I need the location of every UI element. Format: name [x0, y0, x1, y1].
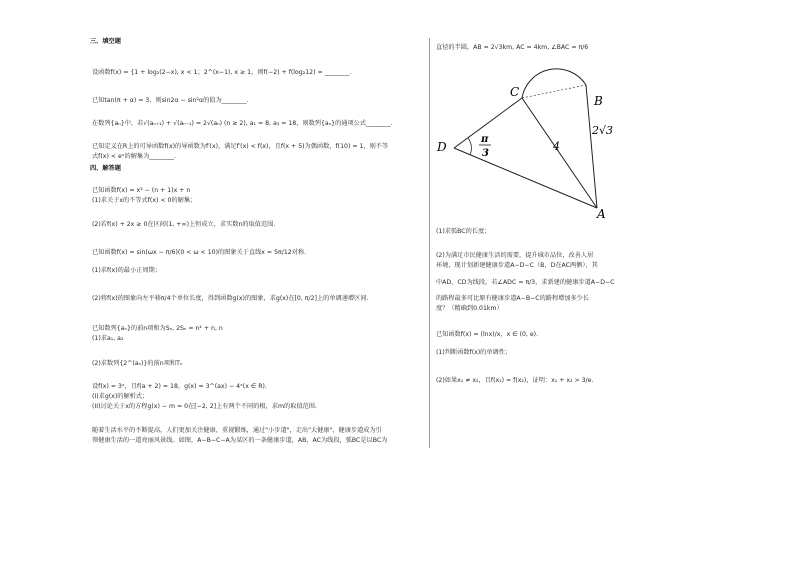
column-divider [429, 38, 430, 448]
left-column-line: 已知函数f(x) = x² − (n + 1)x + n [92, 187, 191, 194]
left-column-line: (1)求关于x的不等式f(x) < 0的解集； [92, 197, 197, 204]
left-column-line: (1)求a₁, a₂ [92, 335, 124, 342]
section-title-fill-in: 三、填空题 [90, 38, 121, 45]
right-column-line: (2)如果x₁ ≠ x₂，且f(x₁) = f(x₂)，证明：x₁ + x₂ > 3/e. [436, 377, 594, 384]
left-column-line: 已知数列{aₙ}的前n项和为Sₙ, 2Sₙ = n² + n, n [92, 325, 223, 332]
left-column-line: 设f(x) = 3ˣ，且f(a + 2) = 18，g(x) = 3^(ax) − 4ˣ(x ∈ R). [92, 383, 267, 390]
angle-arc-d [468, 138, 471, 155]
right-column-line: 已知函数f(x) = (lnx)/x，x ∈ (0, e). [436, 331, 539, 338]
right-column-line: 度？（精确到0.01km） [436, 305, 503, 312]
right-column-line: 中AD，CD为线段，若∠ADC = π/3，求新建的健康步道A−D−C [436, 279, 615, 286]
right-column-line: (1)求弧BC的长度； [436, 228, 491, 235]
right-column-line: 直径的半圆，AB = 2√3km, AC = 4km, ∠BAC = π/6 [436, 44, 589, 51]
left-column-line: 设函数f(x) = {1 + log₂(2−x), x < 1；2^(x−1), x ≥ 1，则f(−2) + f(log₂12) = ________. [92, 69, 352, 76]
left-column-line: 已知函数f(x) = sin(ωx − π/6)(0 < ω < 10)的图象关于直线x = 5π/12对称. [92, 249, 307, 256]
left-column-line: (2)若f(x) + 2x ≥ 0在区间(1, +∞)上恒成立，求实数n的取值范围. [92, 221, 276, 228]
left-column-line: 领健康生活的一道亮丽风景线。如图，A−B−C−A为某区的一条健康步道，AB、AC为线段，弧BC是以BC为 [92, 437, 388, 444]
segment-bc [522, 85, 586, 98]
left-column-line: (1)求f(x)的最小正周期； [92, 267, 161, 274]
segment-da [454, 148, 597, 208]
left-column-line: 随着生活水平的不断提高，人们更加关注健康，重视锻炼，通过"小步道"，走出"大健康"，健康步道成为引 [92, 427, 382, 434]
left-column-line: 已知定义在R上的可导函数f(x)的导函数为f′(x)，满足f′(x) < f(x)，且f(x + 5)为偶函数，f(10) = 1，则不等 [92, 143, 389, 150]
left-column-line: 式f(x) < eˣ的解集为________. [92, 153, 176, 160]
left-column-line: 已知tan(π + α) = 3，则sin2α − sin²α的值为________. [92, 97, 249, 104]
right-column-line: (2)为满足市民健康生活的需要，提升城市品位，改善人居 [436, 252, 594, 259]
left-column-line: (2)求数列{2^(aₙ)}的前n项和Tₙ [92, 360, 183, 367]
left-column-line: (II)讨论关于x的方程g(x) − m = 0在[−2, 2]上有两个不同的根，求m的取值范围. [92, 403, 317, 410]
geometry-figure [432, 58, 618, 224]
label-c: C [510, 85, 520, 99]
left-column-line: 在数列{aₙ}中，若√(aₙ₊₁) + √(aₙ₋₁) = 2√(aₙ) (n ≥ 2), a₁ = 8, a₃ = 18，则数列{aₙ}的通项公式________. [92, 120, 393, 127]
label-b: B [594, 94, 603, 108]
left-column-line: 四、解答题 [90, 165, 121, 172]
right-column-line: (1)判断函数f(x)的单调性； [436, 349, 512, 356]
label-a: A [597, 207, 606, 221]
left-column-line: (2)将f(x)的图象向左平移π/4个单位长度，得到函数g(x)的图象，求g(x)在[0, π/2]上的单调递增区间. [92, 295, 369, 302]
length-ab: 2√3 [592, 124, 614, 137]
label-d: D [437, 140, 447, 154]
right-column-line: 的路程最多可比原有健康步道A−B−C的路程增加多少长 [436, 295, 590, 302]
semicircle-arc-bc [522, 69, 586, 98]
angle-denominator: 3 [482, 148, 489, 159]
length-ac: 4 [553, 140, 560, 153]
left-column-line: (I)求g(x)的解析式； [92, 393, 149, 400]
right-column-line: 环境，现计划新建健康步道A−D−C（B，D在AC两侧），其 [436, 262, 598, 269]
angle-numerator: π [481, 134, 489, 145]
segment-ca [522, 98, 597, 208]
